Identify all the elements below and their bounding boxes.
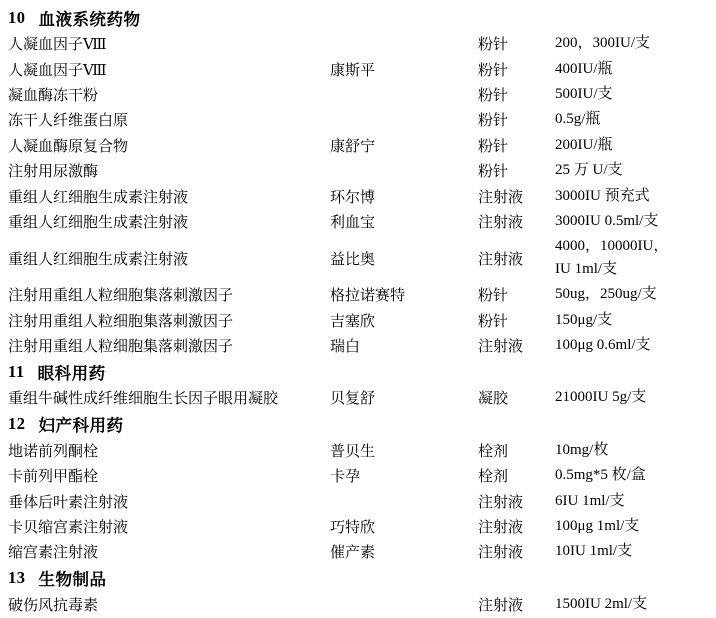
- specification-line: 1500IU 2ml/支: [555, 595, 648, 612]
- specification: [555, 83, 712, 106]
- specification-line: 100μg 0.6ml/支: [555, 337, 651, 354]
- dosage-form: 注射液: [478, 545, 524, 562]
- dosage-form: 粉针: [478, 113, 509, 130]
- specification: [555, 464, 712, 487]
- specification: [555, 159, 712, 182]
- brand-name: 普贝生: [330, 443, 376, 460]
- section-number: 11: [8, 361, 25, 381]
- specification-line: IU 1ml/支: [555, 261, 618, 278]
- brand-name: 康斯平: [330, 62, 376, 79]
- dosage-form: 栓剂: [478, 469, 509, 486]
- dosage-form: 注射液: [478, 597, 524, 614]
- drug-row: [8, 463, 712, 488]
- specification-line: 10mg/枚: [555, 441, 609, 458]
- drug-name: 重组牛碱性成纤维细胞生长因子眼用凝胶: [8, 391, 279, 408]
- drug-name: 重组人红细胞生成素注射液: [8, 214, 189, 231]
- drug-name: 冻干人纤维蛋白原: [8, 113, 129, 130]
- specification-line: 0.5mg*5 枚/盒: [555, 467, 646, 484]
- specification-line: 500IU/支: [555, 85, 613, 102]
- drug-row: [8, 82, 712, 107]
- specification-line: 150μg/支: [555, 311, 613, 328]
- drug-row: [8, 539, 712, 564]
- specification: [555, 235, 712, 281]
- drug-row: [8, 488, 712, 513]
- drug-row: [8, 158, 712, 183]
- dosage-form: 注射液: [478, 520, 524, 537]
- drug-name: 重组人红细胞生成素注射液: [8, 251, 189, 268]
- specification: [555, 283, 712, 306]
- specification: [555, 334, 712, 357]
- section-title: 眼科用药: [37, 363, 106, 383]
- brand-name: 康舒宁: [330, 138, 376, 155]
- dosage-form: 粉针: [478, 164, 509, 181]
- dosage-form: 注射液: [478, 494, 524, 511]
- specification-line: 0.5g/瓶: [555, 111, 601, 128]
- drug-row: [8, 31, 712, 56]
- specification: [555, 490, 712, 513]
- drug-row: [8, 333, 712, 358]
- specification: [555, 540, 712, 563]
- drug-row: [8, 385, 712, 410]
- dosage-form: 粉针: [478, 288, 509, 305]
- specification-line: 6IU 1ml/支: [555, 492, 625, 509]
- dosage-form: 粉针: [478, 313, 509, 330]
- specification: [555, 386, 712, 409]
- section-header: [8, 411, 712, 438]
- specification: [555, 32, 712, 55]
- dosage-form: 粉针: [478, 87, 509, 104]
- drug-row: [8, 438, 712, 463]
- specification: [555, 593, 712, 616]
- specification-line: 400IU/瓶: [555, 60, 613, 77]
- section-title: 血液系统药物: [38, 9, 141, 29]
- specification-line: 200IU/瓶: [555, 136, 613, 153]
- specification-line: 4000，10000IU，: [555, 238, 669, 255]
- section-number: 12: [8, 414, 26, 434]
- section-title: 生物制品: [38, 570, 107, 590]
- drug-name: 缩宫素注射液: [8, 545, 99, 562]
- drug-name: 地诺前列酮栓: [8, 443, 99, 460]
- drug-name: 重组人红细胞生成素注射液: [8, 189, 189, 206]
- brand-name: 益比奥: [330, 251, 376, 268]
- drug-name: 人凝血因子Ⅷ: [8, 62, 107, 79]
- section-title: 妇产科用药: [38, 416, 124, 436]
- specification-line: 200，300IU/支: [555, 35, 650, 52]
- drug-list-content: [8, 4, 712, 617]
- drug-row: [8, 234, 712, 282]
- drug-name: 破伤风抗毒素: [8, 597, 99, 614]
- drug-name: 注射用重组人粒细胞集落刺激因子: [8, 288, 234, 305]
- drug-name: 人凝血酶原复合物: [8, 138, 129, 155]
- specification: [555, 108, 712, 131]
- drug-name: 卡贝缩宫素注射液: [8, 520, 129, 537]
- dosage-form: 栓剂: [478, 443, 509, 460]
- brand-name: 环尔博: [330, 189, 376, 206]
- brand-name: 瑞白: [330, 339, 361, 356]
- dosage-form: 粉针: [478, 37, 509, 54]
- brand-name: 格拉诺赛特: [330, 288, 406, 305]
- dosage-form: 粉针: [478, 138, 509, 155]
- brand-name: 巧特欣: [330, 520, 376, 537]
- specification: [555, 185, 712, 208]
- specification-line: 100μg 1ml/支: [555, 518, 640, 535]
- brand-name: 催产素: [330, 545, 376, 562]
- specification: [555, 515, 712, 538]
- brand-name: 利血宝: [330, 214, 376, 231]
- drug-row: [8, 592, 712, 617]
- section-number: 10: [8, 7, 26, 27]
- specification: [555, 134, 712, 157]
- drug-row: [8, 133, 712, 158]
- drug-name: 凝血酶冻干粉: [8, 87, 99, 104]
- section-number: 13: [8, 568, 26, 588]
- drug-name: 人凝血因子Ⅷ: [8, 37, 107, 54]
- brand-name: 吉塞欣: [330, 313, 376, 330]
- specification: [555, 210, 712, 233]
- drug-name: 卡前列甲酯栓: [8, 469, 99, 486]
- specification-line: 3000IU 预充式: [555, 187, 650, 204]
- dosage-form: 注射液: [478, 251, 524, 268]
- dosage-form: 凝胶: [478, 391, 509, 408]
- drug-name: 注射用重组人粒细胞集落刺激因子: [8, 339, 234, 356]
- dosage-form: 注射液: [478, 189, 524, 206]
- drug-row: [8, 209, 712, 234]
- specification-line: 21000IU 5g/支: [555, 389, 647, 406]
- section-header: [8, 4, 712, 31]
- dosage-form: 粉针: [478, 62, 509, 79]
- drug-name: 注射用重组人粒细胞集落刺激因子: [8, 313, 234, 330]
- specification: [555, 58, 712, 81]
- brand-name: 贝复舒: [330, 391, 376, 408]
- drug-row: [8, 56, 712, 81]
- specification: [555, 439, 712, 462]
- specification-line: 50ug，250ug/支: [555, 286, 657, 303]
- specification-line: 3000IU 0.5ml/支: [555, 212, 659, 229]
- drug-row: [8, 308, 712, 333]
- specification: [555, 309, 712, 332]
- drug-row: [8, 514, 712, 539]
- brand-name: 卡孕: [330, 469, 361, 486]
- specification-line: 10IU 1ml/支: [555, 543, 633, 560]
- drug-row: [8, 107, 712, 132]
- dosage-form: 注射液: [478, 339, 524, 356]
- drug-row: [8, 183, 712, 208]
- drug-name: 垂体后叶素注射液: [8, 494, 129, 511]
- section-header: [8, 565, 712, 592]
- section-header: [8, 358, 712, 385]
- drug-name: 注射用尿激酶: [8, 164, 99, 181]
- drug-row: [8, 282, 712, 307]
- specification-line: 25 万 U/支: [555, 162, 623, 179]
- dosage-form: 注射液: [478, 214, 524, 231]
